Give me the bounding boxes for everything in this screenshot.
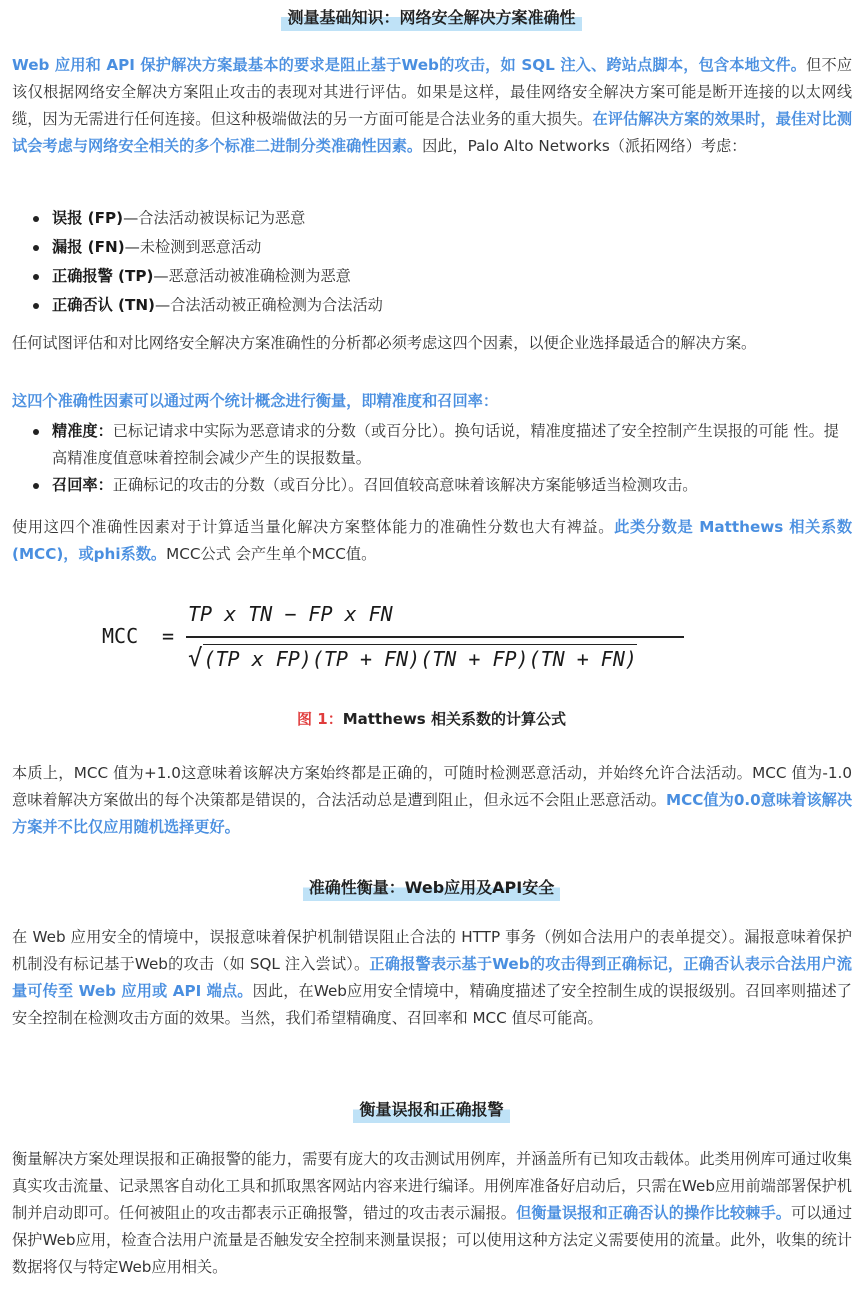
highlight-text: 正确报警表示基于Web的攻击得到正确标记，正确否认表示合法用户流量可传至 Web 应用或 API 端点。 — [12, 955, 852, 1000]
body-text: 任何试图评估和对比网络安全解决方案准确性的分析都必须考虑这四个因素，以便企业选择最适合的解决方案。 — [12, 334, 757, 352]
highlight-text: 这四个准确性因素可以通过两个统计概念进行衡量，即精准度和召回率： — [12, 392, 498, 410]
formula-label: MCC — [102, 624, 139, 648]
body-text: 本质上，MCC 值为+1.0这意味着该解决方案始终都是正确的，可随时检测恶意活动，并始终允许合法活动。MCC 值为-1.0意味着解决方案做出的每个决策都是错误的，合法活动总是遭到阻止，但永远不会阻止恶意活动。 — [12, 764, 852, 809]
section1-paragraph-4 — [12, 514, 852, 568]
section3-heading-wrap — [0, 1098, 863, 1123]
body-text: 在 Web 应用安全的情境中，误报意味着保护机制错误阻止合法的 HTTP 事务（例如合法用户的表单提交）。漏报意味着保护机制没有标记基于Web的攻击（如 SQL 注入尝试）。 — [12, 928, 852, 973]
list-item — [12, 418, 852, 472]
term-label: 召回率： — [52, 476, 113, 494]
figure-title: Matthews 相关系数的计算公式 — [342, 710, 566, 728]
list-item — [12, 262, 852, 291]
highlight-text: Web 应用和 API 保护解决方案最基本的要求是阻止基于Web的攻击，如 SQL 注入、跨站点脚本，包含本地文件。 — [12, 56, 807, 74]
formula-denominator: (TP x FP)(TP + FN)(TN + FP)(TN + FN) — [203, 644, 636, 671]
term-label: 正确否认 (TN) — [52, 296, 155, 314]
body-text: MCC公式 会产生单个MCC值。 — [166, 545, 377, 563]
body-text: 因此，Palo Alto Networks（派拓网络）考虑： — [422, 137, 747, 155]
term-label: 误报 (FP) — [52, 209, 124, 227]
body-text: 可以通过保护Web应用，检查合法用户流量是否触发安全控制来测量误报；可以使用这种方法定义需要使用的流量。此外，收集的统计数据将仅与特定Web应用相关。 — [12, 1204, 853, 1276]
mcc-formula — [102, 598, 702, 684]
term-description: —合法活动被正确检测为合法活动 — [155, 296, 383, 314]
term-description: 已标记请求中实际为恶意请求的分数（或百分比）。换句话说，精准度描述了安全控制产生误报的可能 性。提高精准度值意味着控制会减少产生的误报数量。 — [52, 422, 839, 467]
term-label: 精准度： — [52, 422, 113, 440]
term-label: 正确报警 (TP) — [52, 267, 154, 285]
body-text: 衡量解决方案处理误报和正确报警的能力，需要有庞大的攻击测试用例库，并涵盖所有已知攻击载体。此类用例库可通过收集真实攻击流量、记录黑客自动化工具和抓取黑客网站内容来进行编译。用例库准备好启动后，只需在Web应用前端部署保护机制并启动即可。任何被阻止的攻击都表示正确报警，错过的攻击表示漏报。 — [12, 1150, 852, 1222]
figure-number: 图 1： — [297, 710, 343, 728]
list-item — [12, 233, 852, 262]
section1-heading-wrap — [0, 6, 863, 31]
term-description: —恶意活动被准确检测为恶意 — [153, 267, 351, 285]
highlight-text: 此类分数是 Matthews 相关系数(MCC)，或phi系数。 — [12, 518, 853, 563]
section2-paragraph-1 — [12, 924, 852, 1032]
section2-heading: 准确性衡量：Web应用及API安全 — [303, 876, 560, 901]
term-description: —未检测到恶意活动 — [124, 238, 262, 256]
section1-heading: 测量基础知识：网络安全解决方案准确性 — [281, 6, 581, 31]
accuracy-factor-list — [12, 204, 852, 320]
formula-denominator-wrap — [188, 644, 637, 672]
term-description: 正确标记的攻击的分数（或百分比）。召回值较高意味着该解决方案能够适当检测攻击。 — [112, 476, 698, 494]
fraction-line — [186, 636, 684, 638]
section3-heading: 衡量误报和正确报警 — [353, 1098, 509, 1123]
list-item — [12, 291, 852, 320]
term-description: —合法活动被误标记为恶意 — [123, 209, 306, 227]
term-label: 漏报 (FN) — [52, 238, 125, 256]
list-item — [12, 204, 852, 233]
section2-heading-wrap — [0, 876, 863, 901]
list-item — [12, 472, 852, 499]
section1-paragraph-2 — [12, 330, 852, 357]
highlight-text: 在评估解决方案的效果时，最佳对比测试会考虑与网络安全相关的多个标准二进制分类准确性因素。 — [12, 110, 853, 155]
figure-caption — [0, 708, 863, 729]
section1-paragraph-3 — [12, 388, 852, 415]
section1-paragraph-5 — [12, 760, 852, 841]
body-text: 使用这四个准确性因素对于计算适当量化解决方案整体能力的准确性分数也大有裨益。 — [12, 518, 615, 536]
section3-paragraph-1 — [12, 1146, 852, 1281]
highlight-text: MCC值为0.0意味着该解决方案并不比仅应用随机选择更好。 — [12, 791, 853, 836]
body-text: 因此，在Web应用安全情境中，精确度描述了安全控制生成的误报级别。召回率则描述了安全控制在检测攻击方面的效果。当然，我们希望精确度、召回率和 MCC 值尽可能高。 — [12, 982, 852, 1027]
precision-recall-list — [12, 418, 852, 499]
radical-sign: √ — [188, 644, 203, 672]
body-text: 但不应该仅根据网络安全解决方案阻止攻击的表现对其进行评估。如果是这样，最佳网络安全解决方案可能是断开连接的以太网线缆，因为无需进行任何连接。但这种极端做法的另一方面可能是合法业务的重大损失。 — [12, 56, 853, 128]
formula-numerator: TP x TN − FP x FN — [188, 602, 393, 626]
highlight-text: 但衡量误报和正确否认的操作比较棘手。 — [516, 1204, 791, 1222]
formula-equals: = — [162, 624, 175, 648]
section1-paragraph-1 — [12, 52, 852, 160]
